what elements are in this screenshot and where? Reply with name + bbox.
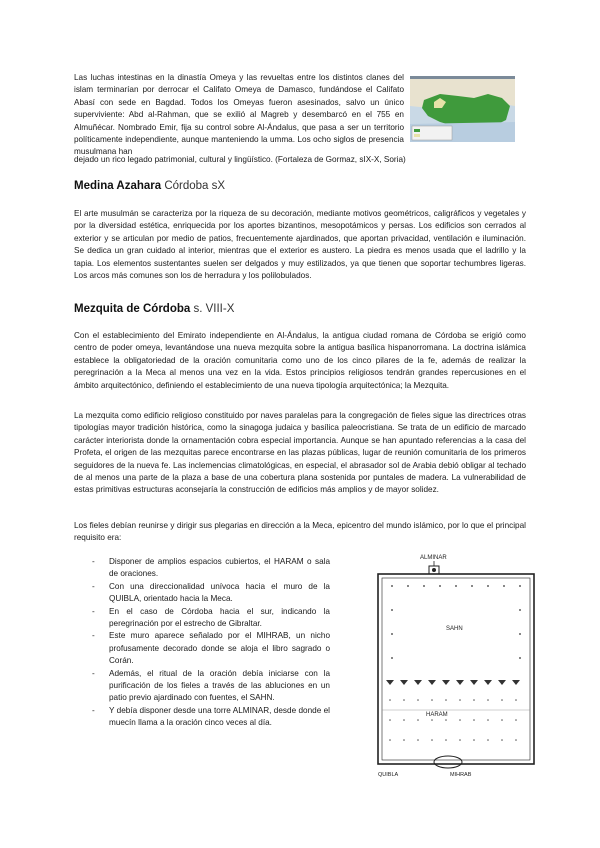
section-title-medina-azahara <box>74 180 225 192</box>
plan-inner-wall <box>382 578 530 760</box>
mezquita-paragraph-3: Los fieles debían reunirse y dirigir sus plegarias en dirección a la Meca, epicentro del mundo islámico, por lo que el principal requisito era: <box>74 521 526 543</box>
plan-label-mihrab: MIHRAB <box>450 772 472 778</box>
section-title-mezquita <box>74 303 234 315</box>
bullet-marker: - <box>92 557 95 566</box>
intro-paragraph: Las luchas intestinas en la dinastía Omeya y las revueltas entre los distintos clanes del islam terminarían por derrocar el Califato Omeya de Damasco, fundándose el Califato Abasí con sede en Bagdad. Todos los Omeyas fueron asesinados, salvo un único superviviente: Abd al-Rahman, que se exilió al Magreb y desembarcó en el 755 en Almuñécar. Nombrado Emir, fija su control sobre Al-Ándalus, que pasa a ser un territorio políticamente independiente, aunque manteniendo la umma. Los ocho siglos de presencia musulmana han <box>74 73 404 157</box>
map-legend-swatch-2 <box>414 134 420 137</box>
mezquita-subtitle: s. VIII-X <box>193 303 235 315</box>
haram-arcade <box>386 680 520 685</box>
plan-label-haram: HARAM <box>426 712 448 718</box>
mihrab-highlight <box>434 756 462 768</box>
alminar-dot <box>432 568 436 572</box>
map-legend-swatch <box>414 129 420 132</box>
map-legend-box <box>412 126 452 140</box>
sahn-dots-row <box>391 585 521 659</box>
bullet-marker: - <box>92 705 95 715</box>
map-top-band <box>410 76 515 79</box>
medina-title: Medina Azahara <box>74 180 162 192</box>
bullet-marker: - <box>92 631 95 641</box>
medina-paragraph: El arte musulmán se caracteriza por la riqueza de su decoración, mediante motivos geométricos, caligráficos y vegetales y por la diversidad estética, enriquecida por los aportes bizantinos, mesopotámicos y persas. Los edificios son cerrados al exterior y se articulan por medio de patios, frecuentemente ajardinados, que aportan privacidad, ventilación e iluminación. Se dedica un gran cuidado al interior, mientras que el exterior es austero. La piedra es menos usada que el ladrillo y la tapia. Los elementos sustentantes suelen ser delgados y muy estilizados, ya que tienen que soportar techumbres ligeras. Los arcos más comunes son los de herradura y los polilobulados. <box>74 209 526 281</box>
bullet-marker: - <box>92 581 95 591</box>
intro-last-line: dejado un rico legado patrimonial, cultural y lingüístico. (Fortaleza de Gormaz, sIX-X, Soria) <box>74 155 406 164</box>
list-item: - Con una direccionalidad unívoca hacia el muro de la QUIBLA, orientado hacia la Meca. <box>92 581 330 604</box>
bullet-marker: - <box>92 606 95 616</box>
mezquita-title: Mezquita de Córdoba <box>74 303 191 315</box>
list-item: - Este muro aparece señalado por el MIHRAB, un nicho profusamente decorado donde se aloja el libro sagrado o Corán. <box>92 631 330 666</box>
umayyad-map-image <box>410 76 515 142</box>
plan-label-alminar: ALMINAR <box>420 555 447 561</box>
plan-label-sahn: SAHN <box>446 626 463 632</box>
bullet-marker: - <box>92 668 95 678</box>
list-item: - Además, el ritual de la oración debía iniciarse con la purificación de los fieles a través de las abluciones en un patio previo ajardinado con fuentes, el SAHN. <box>92 668 330 703</box>
mosque-floor-plan <box>368 550 544 780</box>
mezquita-paragraph-2: La mezquita como edificio religioso constituido por naves paralelas para la congregación de fieles sigue las directrices otras tipologías mayor tradición histórica, como la sinagoga judaica y basílica paleocristiana. Se trata de un edificio de marcado carácter interiorista donde la ornamentación cobra especial importancia. Aunque se han apuntado referencias a la casa del Profeta, el origen de las mezquitas parece encontrarse en las plazas públicas, lugar de reunión comunitaria de los primeros seguidores de la nueva fe. Las inclemencias climatológicas, en especial, el abrasador sol de Arabia debió obligar al techado de al menos una parte de la plaza a base de una cobertura plana sostenida por puntales de madera. La vulnerabilidad de estas primitivas estructuras aconsejaría la construcción de edificios más amplios y de mayor solidez. <box>74 411 526 495</box>
list-item: - Y debía disponer desde una torre ALMINAR, desde donde el muecín llama a la oración cinco veces al día. <box>92 705 330 728</box>
list-item: - En el caso de Córdoba hacia el sur, indicando la peregrinación por el estrecho de Gibraltar. <box>92 606 330 629</box>
medina-subtitle: Córdoba sX <box>164 180 226 192</box>
mezquita-paragraph-1: Con el establecimiento del Emirato independiente en Al-Ándalus, la antigua ciudad romana de Córdoba se erigió como centro de poder omeya, levantándose una nueva mezquita sobre la antigua basílica hispanorromana. La doctrina islámica establece la obligatoriedad de la oración comunitaria como uno de los cinco pilares de la fe, además de realizar la peregrinación a la Meca al menos una vez en la vida. Estos principios religiosos tendrán grandes repercusiones en el ámbito arquitectónico, definiendo el establecimiento de una nueva tipología arquitectónica; la Mezquita. <box>74 331 526 390</box>
plan-outer-wall <box>378 574 534 764</box>
requirements-list <box>92 556 330 730</box>
list-item: - Disponer de amplios espacios cubiertos, el HARAM o sala de oraciones. <box>92 557 330 579</box>
plan-label-quibla: QUIBLA <box>378 772 399 778</box>
haram-columns <box>389 699 517 741</box>
